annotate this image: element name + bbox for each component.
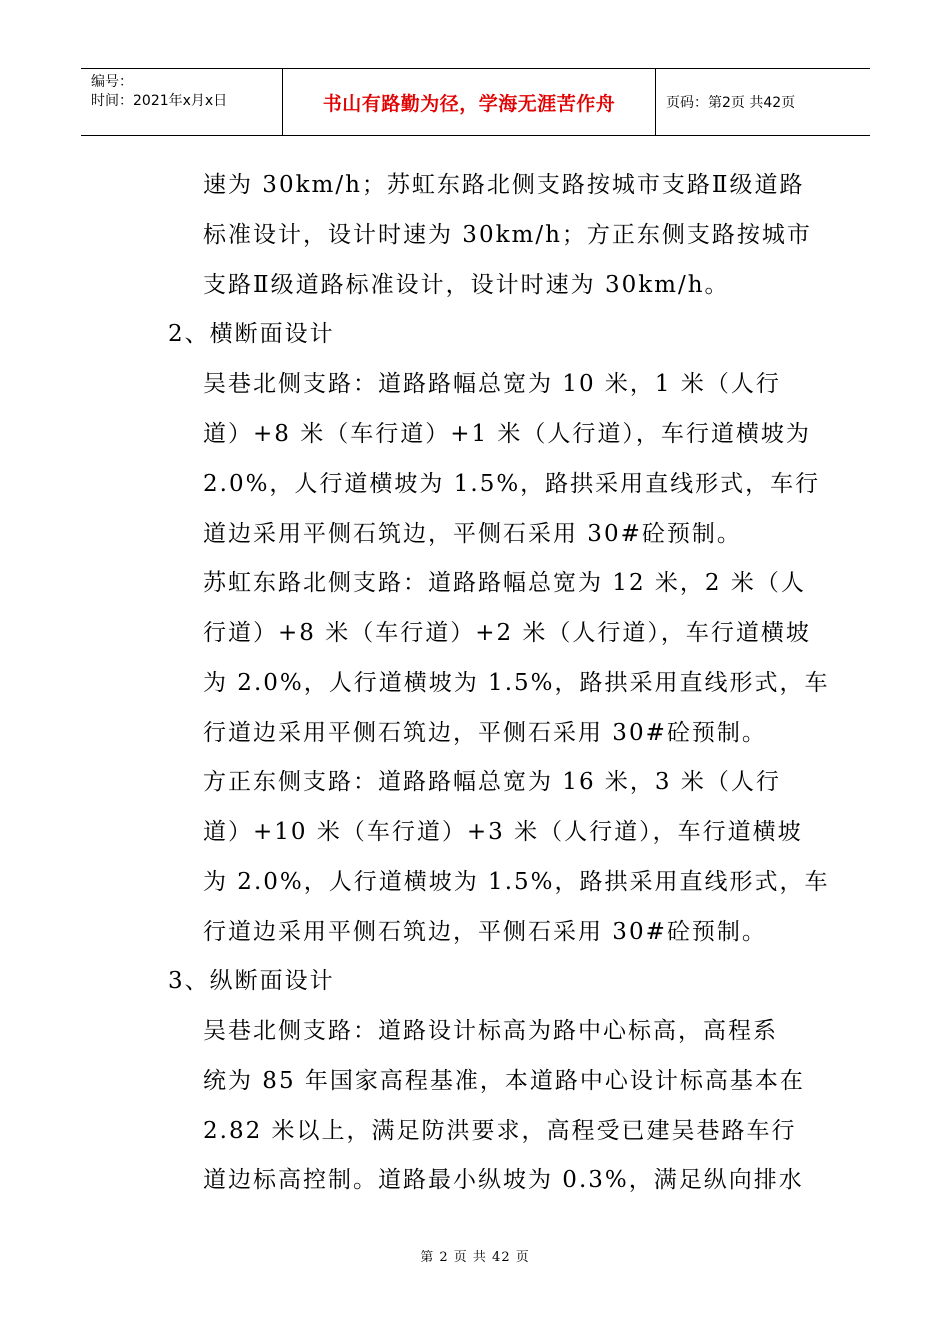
body-line: 标准设计，设计时速为 30km/h；方正东侧支路按城市 (203, 222, 812, 248)
body-line: 吴巷北侧支路：道路设计标高为路中心标高，高程系 (203, 1018, 778, 1044)
body-line: 行道边采用平侧石筑边，平侧石采用 30#砼预制。 (203, 720, 767, 746)
body-line: 吴巷北侧支路：道路路幅总宽为 10 米，1 米（人行 (203, 371, 781, 397)
body-line: 为 2.0%，人行道横坡为 1.5%，路拱采用直线形式，车 (203, 670, 830, 696)
body-line: 为 2.0%，人行道横坡为 1.5%，路拱采用直线形式，车 (203, 869, 830, 895)
section-heading: 3、纵断面设计 (168, 968, 335, 994)
body-line: 道）+10 米（车行道）+3 米（人行道），车行道横坡 (203, 819, 803, 845)
body-line: 速为 30km/h；苏虹东路北侧支路按城市支路Ⅱ级道路 (203, 172, 805, 198)
body-line: 道）+8 米（车行道）+1 米（人行道），车行道横坡为 (203, 421, 811, 447)
body-line: 统为 85 年国家高程基准，本道路中心设计标高基本在 (203, 1068, 805, 1094)
body-line: 支路Ⅱ级道路标准设计，设计时速为 30km/h。 (203, 272, 730, 298)
body-line: 2.0%，人行道横坡为 1.5%，路拱采用直线形式，车行 (203, 471, 821, 497)
header-motto-cell (283, 69, 656, 135)
body-line: 行道边采用平侧石筑边，平侧石采用 30#砼预制。 (203, 919, 767, 945)
body-line: 方正东侧支路：道路路幅总宽为 16 米，3 米（人行 (203, 769, 781, 795)
document-time-label: 时间：2021年x月x日 (91, 93, 228, 109)
header-meta (81, 69, 283, 135)
document-number-label: 编号： (91, 74, 133, 90)
header-page-label: 页码：第2页 共42页 (666, 95, 796, 111)
body-line: 2.82 米以上，满足防洪要求，高程受已建吴巷路车行 (203, 1118, 797, 1144)
page-footer: 第 2 页 共 42 页 (420, 1250, 530, 1265)
section-heading: 2、横断面设计 (168, 321, 335, 347)
body-line: 道边标高控制。道路最小纵坡为 0.3%，满足纵向排水 (203, 1167, 804, 1193)
body-line: 道边采用平侧石筑边，平侧石采用 30#砼预制。 (203, 521, 742, 547)
header-page-cell (656, 69, 870, 135)
body-line: 苏虹东路北侧支路：道路路幅总宽为 12 米，2 米（人 (203, 570, 806, 596)
header-motto: 书山有路勤为径，学海无涯苦作舟 (322, 92, 616, 115)
page-header (81, 68, 870, 136)
body-line: 行道）+8 米（车行道）+2 米（人行道），车行道横坡 (203, 620, 811, 646)
